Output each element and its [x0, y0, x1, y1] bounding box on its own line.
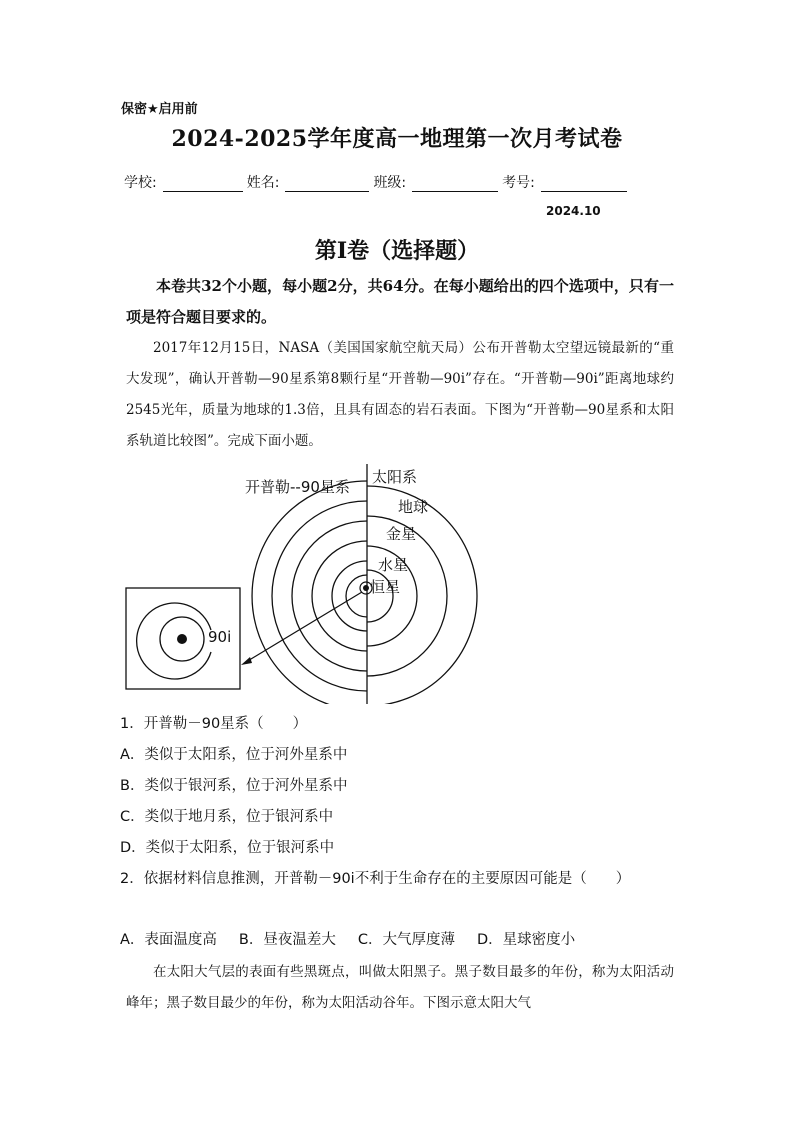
exam-date: 2024.10 — [546, 204, 601, 218]
confidential-label: 保密★启用前 — [121, 102, 198, 117]
question-2-option-b[interactable]: B．昼夜温差大 — [238, 932, 336, 948]
section-instructions: 本卷共32个小题，每小题2分，共64分。在每小题给出的四个选项中，只有一项是符合题目要求的。 — [126, 277, 674, 326]
class-label: 班级: — [373, 175, 407, 191]
exam-number-label: 考号: — [502, 175, 535, 191]
material-paragraph-1: 2017年12月15日，NASA（美国国家航空航天局）公布开普勒太空望远镜最新的“重大发现”，确认开普勒—90星系第8颗行星“开普勒—90i”存在。“开普勒—90i”距离地球约2545光年，质量为地球的1.3倍，且具有固态的岩石表面。下图为“开普勒—90星系和太阳系轨道比较图”。完成下面小题。 — [126, 340, 674, 449]
kepler-90-orbits — [252, 481, 367, 704]
question-2-option-a[interactable]: A．表面温度高 — [120, 932, 217, 948]
solar-system-label: 太阳系 — [372, 468, 418, 486]
pointer-arrow-head — [241, 657, 252, 665]
kepler-90i-label: 90i — [208, 628, 232, 646]
pointer-arrow-line — [246, 592, 362, 662]
school-field[interactable] — [163, 177, 243, 192]
question-1-stem: 1．开普勒－90星系（ ） — [120, 716, 308, 732]
kepler-90-system-label: 开普勒--90星系 — [245, 478, 350, 496]
class-field[interactable] — [412, 177, 498, 192]
question-2-option-d[interactable]: D．星球密度小 — [477, 932, 576, 948]
question-2-option-c[interactable]: C．大气厚度薄 — [357, 932, 455, 948]
question-1-option-a[interactable]: A．类似于太阳系，位于河外星系中 — [120, 747, 348, 763]
orbit-comparison-diagram — [120, 464, 520, 704]
exam-number-field[interactable] — [541, 177, 627, 192]
venus-label: 金星 — [386, 525, 417, 543]
student-info-line — [124, 172, 631, 192]
question-1-option-b[interactable]: B．类似于银河系，位于河外星系中 — [120, 778, 348, 794]
mercury-label: 水星 — [378, 556, 409, 574]
earth-label: 地球 — [398, 498, 429, 516]
question-1-option-c[interactable]: C．类似于地月系，位于银河系中 — [120, 809, 334, 825]
star-label: 恒星 — [370, 578, 401, 596]
inset-star-dot — [177, 634, 187, 644]
school-label: 学校: — [124, 175, 157, 191]
question-2-options — [120, 928, 597, 949]
name-label: 姓名: — [246, 175, 280, 191]
question-2-stem: 2．依据材料信息推测，开普勒－90i不利于生命存在的主要原因可能是（ ） — [120, 871, 631, 887]
star-dot — [363, 585, 369, 591]
exam-title: 2024-2025学年度高一地理第一次月考试卷 — [171, 126, 623, 152]
question-1-option-d[interactable]: D．类似于太阳系，位于银河系中 — [120, 840, 335, 856]
section-title: 第Ⅰ卷（选择题） — [314, 238, 480, 264]
name-field[interactable] — [285, 177, 369, 192]
material-paragraph-2: 在太阳大气层的表面有些黑斑点，叫做太阳黑子。黑子数目最多的年份，称为太阳活动峰年；黑子数目最少的年份，称为太阳活动谷年。下图示意太阳大气 — [126, 964, 674, 1011]
inset-orbits — [137, 603, 211, 679]
